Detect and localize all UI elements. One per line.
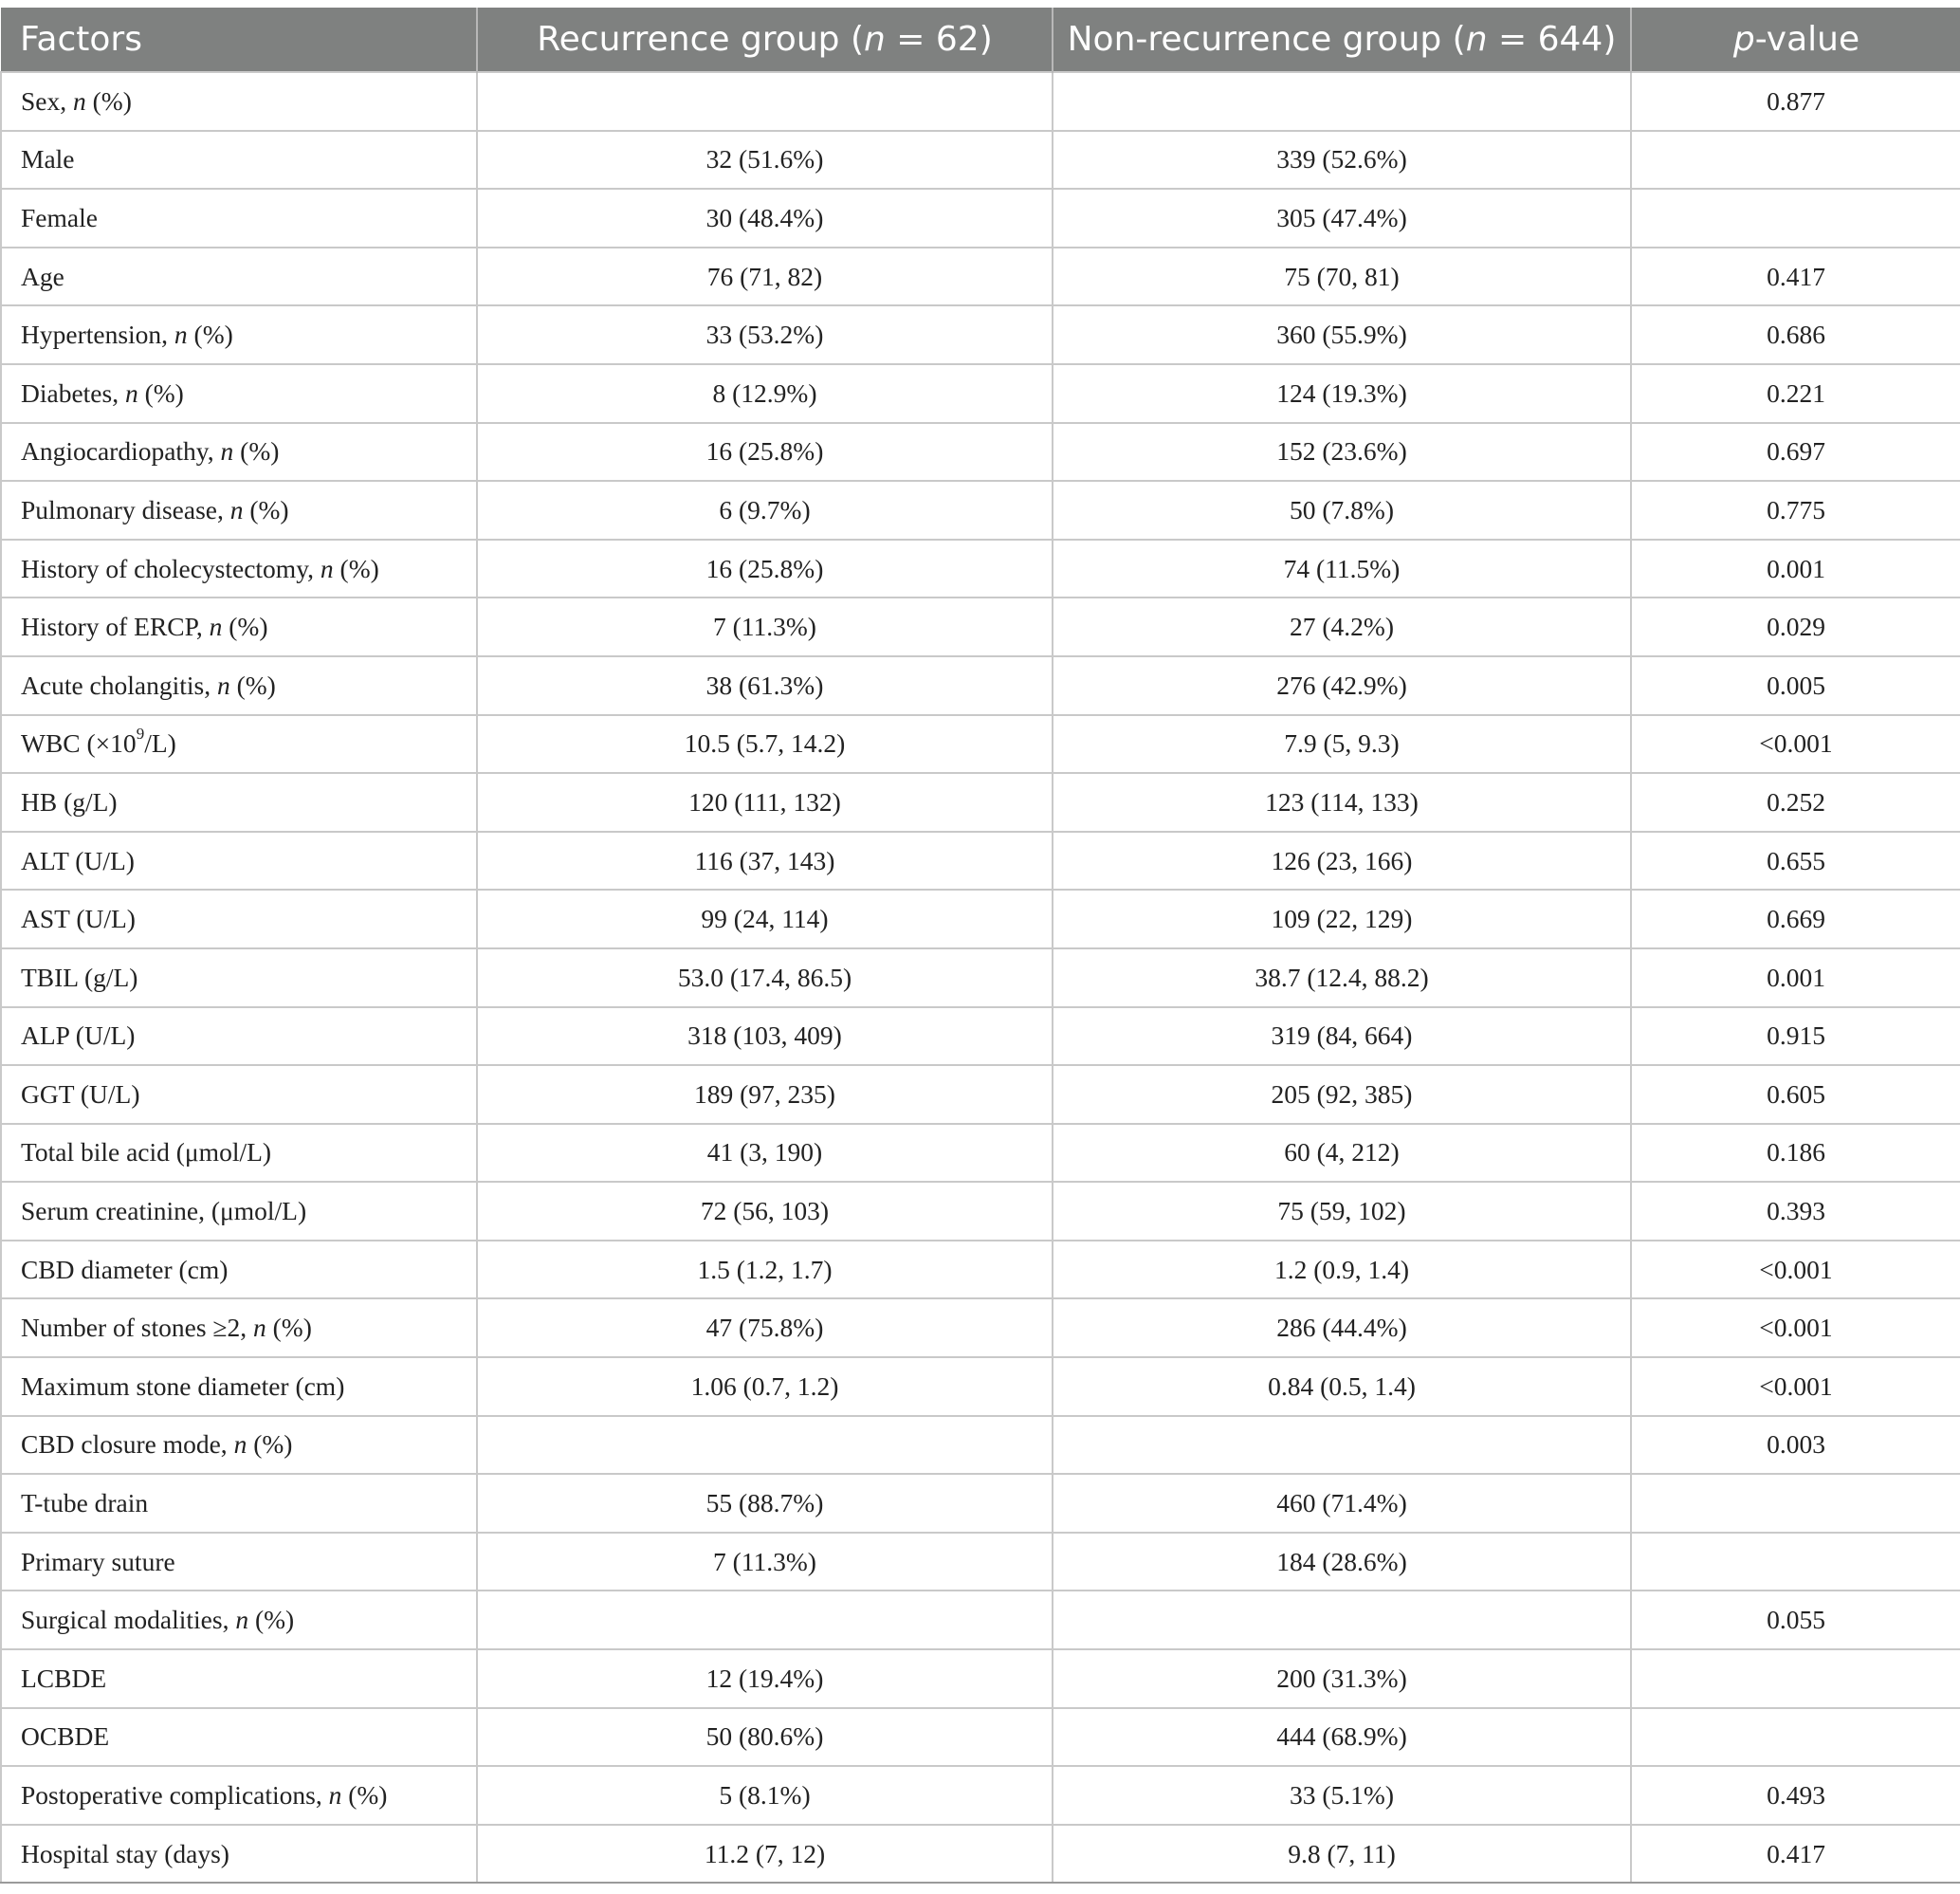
p-value-cell (1631, 131, 1960, 190)
recurrence-cell: 7 (11.3%) (477, 598, 1053, 656)
nonrecurrence-cell: 339 (52.6%) (1053, 131, 1631, 190)
table-row (1, 1007, 1960, 1066)
p-value-cell: 0.252 (1631, 773, 1960, 832)
factor-cell: Hospital stay (days) (1, 1825, 477, 1884)
table-row (1, 189, 1960, 248)
table-row (1, 1533, 1960, 1591)
recurrence-cell (477, 1416, 1053, 1475)
factor-cell: LCBDE (1, 1649, 477, 1708)
nonrecurrence-cell: 50 (7.8%) (1053, 481, 1631, 540)
table-row (1, 1182, 1960, 1241)
recurrence-cell: 47 (75.8%) (477, 1298, 1053, 1357)
nonrecurrence-cell: 109 (22, 129) (1053, 890, 1631, 948)
data-table-container (0, 8, 1960, 1884)
factor-cell: Hypertension, n (%) (1, 305, 477, 364)
recurrence-cell: 116 (37, 143) (477, 832, 1053, 891)
nonrecurrence-cell: 460 (71.4%) (1053, 1474, 1631, 1533)
nonrecurrence-cell: 75 (70, 81) (1053, 248, 1631, 306)
table-row (1, 481, 1960, 540)
table-row (1, 540, 1960, 598)
p-value-cell: <0.001 (1631, 1357, 1960, 1416)
nonrecurrence-cell: 7.9 (5, 9.3) (1053, 715, 1631, 774)
table-row (1, 305, 1960, 364)
nonrecurrence-cell: 124 (19.3%) (1053, 364, 1631, 423)
factor-cell: CBD diameter (cm) (1, 1241, 477, 1299)
factor-cell: Diabetes, n (%) (1, 364, 477, 423)
factor-cell: Acute cholangitis, n (%) (1, 656, 477, 715)
factor-cell: Serum creatinine, (μmol/L) (1, 1182, 477, 1241)
table-row (1, 1065, 1960, 1124)
table-row (1, 598, 1960, 656)
nonrecurrence-cell: 0.84 (0.5, 1.4) (1053, 1357, 1631, 1416)
recurrence-cell: 72 (56, 103) (477, 1182, 1053, 1241)
p-value-cell: <0.001 (1631, 715, 1960, 774)
recurrence-cell: 120 (111, 132) (477, 773, 1053, 832)
table-row (1, 1766, 1960, 1825)
nonrecurrence-cell: 205 (92, 385) (1053, 1065, 1631, 1124)
nonrecurrence-cell: 74 (11.5%) (1053, 540, 1631, 598)
p-value-cell: 0.003 (1631, 1416, 1960, 1475)
table-row (1, 1416, 1960, 1475)
p-value-cell (1631, 1649, 1960, 1708)
header-row (1, 8, 1960, 72)
factor-cell: Angiocardiopathy, n (%) (1, 423, 477, 482)
nonrecurrence-cell (1053, 1416, 1631, 1475)
header-nonrecurrence-group: Non-recurrence group (n = 644) (1053, 8, 1631, 72)
recurrence-cell (477, 72, 1053, 131)
table-row (1, 1241, 1960, 1299)
table-row (1, 1591, 1960, 1649)
factor-cell: Sex, n (%) (1, 72, 477, 131)
factor-cell: OCBDE (1, 1708, 477, 1767)
table-row (1, 890, 1960, 948)
p-value-cell: 0.055 (1631, 1591, 1960, 1649)
factor-cell: Number of stones ≥2, n (%) (1, 1298, 477, 1357)
recurrence-cell: 1.06 (0.7, 1.2) (477, 1357, 1053, 1416)
p-value-cell: 0.775 (1631, 481, 1960, 540)
nonrecurrence-cell: 200 (31.3%) (1053, 1649, 1631, 1708)
nonrecurrence-cell: 305 (47.4%) (1053, 189, 1631, 248)
factors-comparison-table (0, 8, 1960, 1884)
p-value-cell: 0.001 (1631, 948, 1960, 1007)
recurrence-cell: 53.0 (17.4, 86.5) (477, 948, 1053, 1007)
factor-cell: Total bile acid (μmol/L) (1, 1124, 477, 1183)
nonrecurrence-cell: 75 (59, 102) (1053, 1182, 1631, 1241)
p-value-cell: 0.877 (1631, 72, 1960, 131)
recurrence-cell: 55 (88.7%) (477, 1474, 1053, 1533)
factor-cell: Surgical modalities, n (%) (1, 1591, 477, 1649)
nonrecurrence-cell: 286 (44.4%) (1053, 1298, 1631, 1357)
nonrecurrence-cell: 276 (42.9%) (1053, 656, 1631, 715)
factor-cell: Age (1, 248, 477, 306)
p-value-cell: 0.417 (1631, 248, 1960, 306)
factor-cell: GGT (U/L) (1, 1065, 477, 1124)
p-value-cell: 0.029 (1631, 598, 1960, 656)
factor-cell: History of ERCP, n (%) (1, 598, 477, 656)
header-factors: Factors (1, 8, 477, 72)
table-row (1, 248, 1960, 306)
header-p-value: p-value (1631, 8, 1960, 72)
p-value-cell (1631, 1474, 1960, 1533)
nonrecurrence-cell: 184 (28.6%) (1053, 1533, 1631, 1591)
factor-cell: AST (U/L) (1, 890, 477, 948)
nonrecurrence-cell: 60 (4, 212) (1053, 1124, 1631, 1183)
table-row (1, 1357, 1960, 1416)
p-value-cell: <0.001 (1631, 1298, 1960, 1357)
factor-cell: Postoperative complications, n (%) (1, 1766, 477, 1825)
factor-cell: T-tube drain (1, 1474, 477, 1533)
nonrecurrence-cell: 27 (4.2%) (1053, 598, 1631, 656)
table-row (1, 773, 1960, 832)
p-value-cell (1631, 189, 1960, 248)
p-value-cell: 0.605 (1631, 1065, 1960, 1124)
factor-cell: CBD closure mode, n (%) (1, 1416, 477, 1475)
table-row (1, 948, 1960, 1007)
p-value-cell: 0.915 (1631, 1007, 1960, 1066)
p-value-cell (1631, 1533, 1960, 1591)
recurrence-cell: 99 (24, 114) (477, 890, 1053, 948)
recurrence-cell: 16 (25.8%) (477, 540, 1053, 598)
table-row (1, 656, 1960, 715)
table-row (1, 715, 1960, 774)
recurrence-cell: 30 (48.4%) (477, 189, 1053, 248)
p-value-cell: 0.393 (1631, 1182, 1960, 1241)
factor-cell: ALP (U/L) (1, 1007, 477, 1066)
recurrence-cell: 6 (9.7%) (477, 481, 1053, 540)
header-recurrence-group: Recurrence group (n = 62) (477, 8, 1053, 72)
factor-cell: HB (g/L) (1, 773, 477, 832)
factor-cell: WBC $(\times 10^9/L)$ (1, 715, 477, 774)
recurrence-cell: 5 (8.1%) (477, 1766, 1053, 1825)
nonrecurrence-cell (1053, 72, 1631, 131)
table-row (1, 131, 1960, 190)
factor-cell: Male (1, 131, 477, 190)
factor-cell: Maximum stone diameter (cm) (1, 1357, 477, 1416)
table-body (1, 72, 1960, 1883)
recurrence-cell: 11.2 (7, 12) (477, 1825, 1053, 1884)
nonrecurrence-cell: 152 (23.6%) (1053, 423, 1631, 482)
nonrecurrence-cell: 126 (23, 166) (1053, 832, 1631, 891)
recurrence-cell: 10.5 (5.7, 14.2) (477, 715, 1053, 774)
table-row (1, 364, 1960, 423)
p-value-cell: 0.001 (1631, 540, 1960, 598)
p-value-cell: 0.669 (1631, 890, 1960, 948)
p-value-cell: 0.686 (1631, 305, 1960, 364)
p-value-cell: 0.186 (1631, 1124, 1960, 1183)
nonrecurrence-cell: 444 (68.9%) (1053, 1708, 1631, 1767)
nonrecurrence-cell: 123 (114, 133) (1053, 773, 1631, 832)
p-value-cell: 0.697 (1631, 423, 1960, 482)
factor-cell: Female (1, 189, 477, 248)
p-value-cell: 0.655 (1631, 832, 1960, 891)
nonrecurrence-cell: 38.7 (12.4, 88.2) (1053, 948, 1631, 1007)
p-value-cell: <0.001 (1631, 1241, 1960, 1299)
nonrecurrence-cell: 9.8 (7, 11) (1053, 1825, 1631, 1884)
recurrence-cell: 41 (3, 190) (477, 1124, 1053, 1183)
recurrence-cell: 76 (71, 82) (477, 248, 1053, 306)
recurrence-cell (477, 1591, 1053, 1649)
table-row (1, 1124, 1960, 1183)
factor-cell: TBIL (g/L) (1, 948, 477, 1007)
table-row (1, 1825, 1960, 1884)
table-row (1, 1298, 1960, 1357)
table-header (1, 8, 1960, 72)
table-row (1, 72, 1960, 131)
recurrence-cell: 33 (53.2%) (477, 305, 1053, 364)
p-value-cell: 0.221 (1631, 364, 1960, 423)
recurrence-cell: 16 (25.8%) (477, 423, 1053, 482)
factor-cell: Pulmonary disease, n (%) (1, 481, 477, 540)
recurrence-cell: 318 (103, 409) (477, 1007, 1053, 1066)
nonrecurrence-cell: 33 (5.1%) (1053, 1766, 1631, 1825)
recurrence-cell: 8 (12.9%) (477, 364, 1053, 423)
p-value-cell: 0.005 (1631, 656, 1960, 715)
recurrence-cell: 32 (51.6%) (477, 131, 1053, 190)
p-value-cell: 0.417 (1631, 1825, 1960, 1884)
recurrence-cell: 189 (97, 235) (477, 1065, 1053, 1124)
table-row (1, 1708, 1960, 1767)
recurrence-cell: 50 (80.6%) (477, 1708, 1053, 1767)
factor-cell: ALT (U/L) (1, 832, 477, 891)
p-value-cell (1631, 1708, 1960, 1767)
table-row (1, 1649, 1960, 1708)
table-row (1, 423, 1960, 482)
table-row (1, 832, 1960, 891)
recurrence-cell: 7 (11.3%) (477, 1533, 1053, 1591)
nonrecurrence-cell: 360 (55.9%) (1053, 305, 1631, 364)
factor-cell: Primary suture (1, 1533, 477, 1591)
nonrecurrence-cell (1053, 1591, 1631, 1649)
nonrecurrence-cell: 319 (84, 664) (1053, 1007, 1631, 1066)
recurrence-cell: 12 (19.4%) (477, 1649, 1053, 1708)
recurrence-cell: 38 (61.3%) (477, 656, 1053, 715)
p-value-cell: 0.493 (1631, 1766, 1960, 1825)
recurrence-cell: 1.5 (1.2, 1.7) (477, 1241, 1053, 1299)
table-row (1, 1474, 1960, 1533)
nonrecurrence-cell: 1.2 (0.9, 1.4) (1053, 1241, 1631, 1299)
factor-cell: History of cholecystectomy, n (%) (1, 540, 477, 598)
